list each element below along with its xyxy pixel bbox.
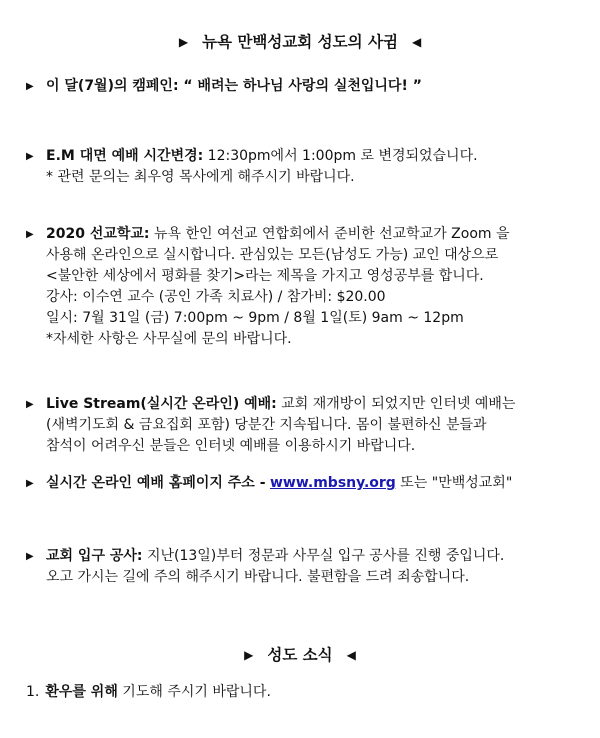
campaign-text: 이 달(7월)의 캠페인: “ 배려는 하나님 사랑의 실천입니다! ” <box>46 78 422 94</box>
bullet-icon: ▶ <box>26 81 34 92</box>
announcement-homepage <box>26 473 586 494</box>
mission-school-note: *자세한 사항은 사무실에 문의 바랍니다. <box>46 331 292 347</box>
announcement-construction <box>26 546 586 588</box>
homepage-link[interactable]: www.mbsny.org <box>269 475 396 491</box>
bullet-icon: ▶ <box>26 229 34 240</box>
construction-line2: 오고 가시는 길에 주의 해주시기 바랍니다. 불편함을 드려 죄송합니다. <box>46 569 470 585</box>
construction-text: 지난(13일)부터 정문과 사무실 입구 공사를 진행 중입니다. <box>142 548 505 564</box>
homepage-label: 실시간 온라인 예배 홈페이지 주소 - <box>46 475 266 491</box>
mission-school-line2: 사용해 온라인으로 실시합니다. 관심있는 모든(남성도 가능) 교인 대상으로 <box>46 247 499 263</box>
triangle-left-icon: ◀ <box>411 35 422 49</box>
section-title-text: 성도 소식 <box>267 646 333 664</box>
homepage-alt-text: 또는 "만백성교회" <box>395 475 513 491</box>
mission-school-line3: <불안한 세상에서 평화를 찾기>라는 제목을 가지고 영성공부를 합니다. <box>46 268 484 284</box>
announcement-campaign <box>26 76 586 97</box>
triangle-right-icon: ▶ <box>244 648 254 662</box>
news-bold-text: 환우를 위해 <box>45 684 118 700</box>
construction-label: 교회 입구 공사: <box>46 548 143 564</box>
section-title-member-news <box>0 643 600 665</box>
bullet-icon: ▶ <box>26 551 34 562</box>
em-service-note: * 관련 문의는 최우영 목사에게 해주시기 바랍니다. <box>46 169 355 185</box>
mission-school-schedule: 일시: 7월 31일 (금) 7:00pm ~ 9pm / 8월 1일(토) 9am ~ 12pm <box>46 310 464 326</box>
live-stream-text: 교회 재개방이 되었지만 인터넷 예배는 <box>276 396 516 412</box>
bullet-icon: ▶ <box>26 151 34 162</box>
mission-school-label: 2020 선교학교: <box>46 226 150 242</box>
mission-school-text: 뉴욕 한인 여선교 연합회에서 준비한 선교학교가 Zoom 을 <box>149 226 510 242</box>
bullet-icon: ▶ <box>26 399 34 410</box>
section-title-text: 뉴욕 만백성교회 성도의 사귐 <box>202 33 398 51</box>
member-news-item <box>26 682 586 703</box>
live-stream-line2: (새벽기도회 & 금요집회 포함) 당분간 지속됩니다. 몸이 불편하신 분들과 <box>46 417 487 433</box>
live-stream-line3: 참석이 어려우신 분들은 인터넷 예배를 이용하시기 바랍니다. <box>46 438 416 454</box>
em-service-text: 12:30pm에서 1:00pm 로 변경되었습니다. <box>203 148 478 164</box>
news-number: 1. <box>26 684 40 700</box>
announcement-live-stream <box>26 394 586 457</box>
announcement-mission-school <box>26 224 586 350</box>
section-title-fellowship <box>0 30 600 52</box>
announcement-em-service <box>26 146 586 188</box>
triangle-left-icon: ◀ <box>346 648 356 662</box>
mission-school-speaker: 강사: 이수연 교수 (공인 가족 치료사) / 참가비: $20.00 <box>46 289 386 305</box>
triangle-right-icon: ▶ <box>178 35 189 49</box>
live-stream-label: Live Stream(실시간 온라인) 예배: <box>46 396 277 412</box>
news-text: 기도해 주시기 바랍니다. <box>117 684 271 700</box>
bullet-icon: ▶ <box>26 478 34 489</box>
em-service-label: E.M 대면 예배 시간변경: <box>46 148 204 164</box>
